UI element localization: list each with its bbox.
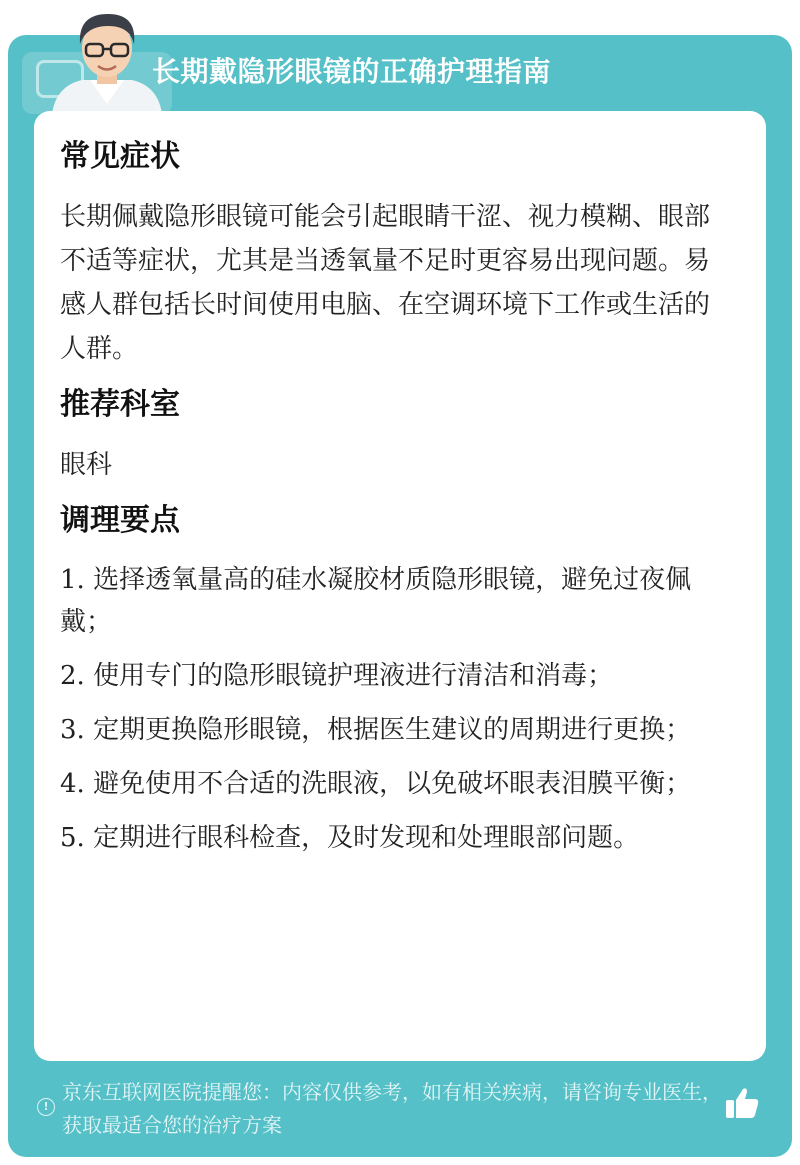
footer-disclaimer: 京东互联网医院提醒您：内容仅供参考，如有相关疾病，请咨询专业医生，获取最适合您的治疗方案 (62, 1080, 722, 1137)
list-item: 2. 使用专门的隐形眼镜护理液进行清洁和消毒； (60, 661, 614, 691)
info-icon: ! (37, 1098, 55, 1116)
list-item: 5. 定期进行眼科检查，及时发现和处理眼部问题。 (60, 823, 640, 853)
list-item: 1. 选择透氧量高的硅水凝胶材质隐形眼镜，避免过夜佩戴； (60, 565, 692, 637)
list-item: 3. 定期更换隐形眼镜，根据医生建议的周期进行更换； (60, 715, 692, 745)
section-title-department: 推荐科室 (60, 387, 180, 422)
page-title: 长期戴隐形眼镜的正确护理指南 (152, 55, 552, 88)
department-text: 眼科 (60, 450, 113, 480)
section-title-symptoms: 常见症状 (60, 139, 180, 174)
content-body (60, 137, 728, 871)
symptoms-text: 长期佩戴隐形眼镜可能会引起眼睛干涩、视力模糊、眼部不适等症状，尤其是当透氧量不足时更容易出现问题。易感人群包括长时间使用电脑、在空调环境下工作或生活的人群。 (60, 202, 711, 364)
list-item: 4. 避免使用不合适的洗眼液，以免破坏眼表泪膜平衡； (60, 769, 692, 799)
thumbs-up-icon[interactable] (724, 1086, 760, 1120)
content-card (34, 111, 766, 1061)
section-title-tips: 调理要点 (60, 503, 180, 538)
